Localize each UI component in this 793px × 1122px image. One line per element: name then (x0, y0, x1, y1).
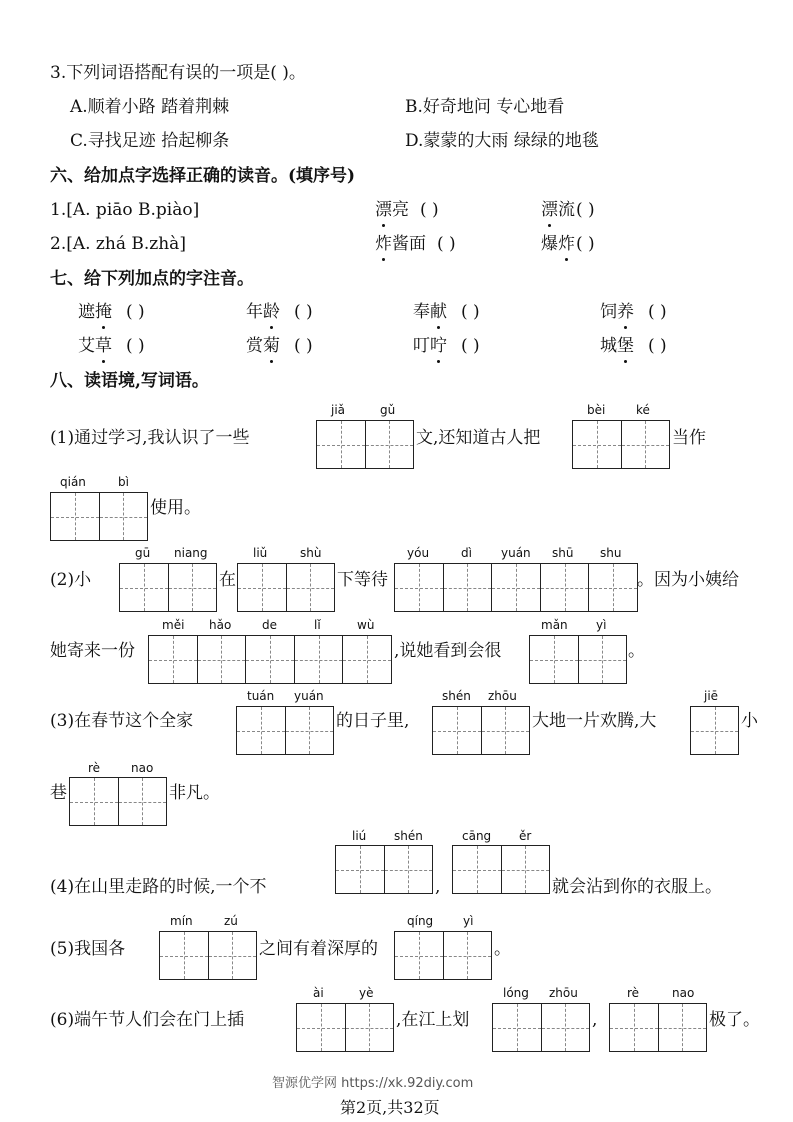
p2-pinyin-5a: mǎn (541, 618, 568, 632)
p2-answer-box-5[interactable] (529, 635, 627, 684)
p2-pinyin-3e: shu (600, 546, 622, 560)
q3-stem: 3.下列词语搭配有误的一项是( )。 (50, 63, 306, 83)
sec7-item-6: 赏菊 ( ) (246, 336, 313, 356)
sec7-item-5: 艾草 ( ) (78, 336, 145, 356)
sec7-item-1: 遮掩 ( ) (78, 302, 145, 322)
p3-answer-box-1[interactable] (236, 706, 334, 755)
p2-pinyin-3b: dì (461, 546, 472, 560)
p2-text-b: 在 (219, 570, 236, 590)
p5-pinyin-1b: zú (224, 914, 238, 928)
p3-pinyin-2b: zhōu (488, 689, 517, 703)
sec7-blank-7[interactable]: ( ) (461, 336, 480, 356)
p1-text-c: 当作 (672, 428, 706, 448)
p1-answer-box-3[interactable] (50, 492, 148, 541)
p3-answer-box-2[interactable] (432, 706, 530, 755)
p6-answer-box-3[interactable] (609, 1003, 707, 1052)
p1-pinyin-1b: gǔ (380, 403, 396, 417)
sec7-item-7: 叮咛 ( ) (413, 336, 480, 356)
p1-pinyin-2b: ké (636, 403, 650, 417)
p3-answer-box-3[interactable] (690, 706, 739, 755)
p5-answer-box-2[interactable] (394, 931, 492, 980)
p6-text-b: ,在江上划 (396, 1010, 470, 1030)
q3-option-d[interactable]: D.蒙蒙的大雨 绿绿的地毯 (405, 131, 599, 151)
p6-pinyin-2b: zhōu (549, 986, 578, 1000)
p3-text-d: 小 (741, 711, 758, 731)
p6-pinyin-1a: ài (313, 986, 324, 1000)
p5-text-a: (5)我国各 (50, 939, 126, 959)
sec6-row1-word2: 漂流 (541, 200, 575, 220)
p2-pinyin-1a: gū (135, 546, 151, 560)
p2-text-a: (2)小 (50, 570, 92, 590)
sec7-item-4: 饲养 ( ) (600, 302, 667, 322)
p5-text-c: 。 (494, 939, 511, 959)
sec7-blank-2[interactable]: ( ) (294, 302, 313, 322)
p4-text-c: 就会沾到你的衣服上。 (552, 877, 722, 897)
sec7-item-2: 年龄 ( ) (246, 302, 313, 322)
p2-pinyin-2a: liǔ (253, 546, 268, 560)
p4-text-b: , (435, 877, 441, 897)
sec6-row1-options: 1.[A. piāo B.piào] (50, 200, 200, 220)
p1-pinyin-3b: bì (118, 475, 129, 489)
p6-text-c: , (592, 1010, 598, 1030)
p1-pinyin-3a: qián (60, 475, 86, 489)
p2-pinyin-3d: shū (552, 546, 574, 560)
p2-text-d: 。因为小姨给 (637, 570, 739, 590)
sec6-row2-options: 2.[A. zhá B.zhà] (50, 234, 186, 254)
q3-option-b[interactable]: B.好奇地问 专心地看 (405, 97, 565, 117)
sec6-row1-blank1[interactable]: ( ) (420, 200, 439, 220)
p4-pinyin-1b: shén (394, 829, 423, 843)
p3-pinyin-1b: yuán (294, 689, 324, 703)
p1-answer-box-2[interactable] (572, 420, 670, 469)
p2-pinyin-1b: niang (174, 546, 208, 560)
p2-answer-box-4[interactable] (148, 635, 392, 684)
p3-text-f: 非凡。 (169, 783, 220, 803)
p6-text-d: 极了。 (709, 1010, 760, 1030)
p2-text-c: 下等待 (337, 570, 388, 590)
sec7-blank-4[interactable]: ( ) (648, 302, 667, 322)
p3-pinyin-2a: shén (442, 689, 471, 703)
p4-pinyin-2a: cāng (462, 829, 492, 843)
p3-text-a: (3)在春节这个全家 (50, 711, 194, 731)
q3-option-a[interactable]: A.顺着小路 踏着荆棘 (70, 97, 230, 117)
p2-answer-box-2[interactable] (237, 563, 335, 612)
p2-pinyin-5b: yì (596, 618, 607, 632)
p6-pinyin-2a: lóng (503, 986, 529, 1000)
p4-answer-box-1[interactable] (335, 845, 433, 894)
p2-pinyin-4a: měi (162, 618, 185, 632)
section-7-title: 七、给下列加点的字注音。 (50, 269, 254, 289)
p4-pinyin-2b: ěr (519, 829, 532, 843)
section-6-title: 六、给加点字选择正确的读音。(填序号) (50, 166, 356, 186)
section-8-title: 八、读语境,写词语。 (50, 371, 209, 391)
p5-pinyin-1a: mín (170, 914, 193, 928)
page-number: 第2页,共32页 (340, 1098, 440, 1117)
p3-pinyin-1a: tuán (247, 689, 275, 703)
p2-text-f: ,说她看到会很 (394, 641, 502, 661)
sec6-row2-blank2[interactable]: ( ) (576, 234, 595, 254)
q3-option-c[interactable]: C.寻找足迹 拾起柳条 (70, 131, 230, 151)
sec6-row2-blank1[interactable]: ( ) (437, 234, 456, 254)
p3-pinyin-3a: jiē (704, 689, 719, 703)
p6-pinyin-3a: rè (627, 986, 640, 1000)
p4-answer-box-2[interactable] (452, 845, 550, 894)
p5-pinyin-2b: yì (463, 914, 474, 928)
sec6-row2-word1: 炸酱面 (375, 234, 426, 254)
sec6-row1-word1: 漂亮 (375, 200, 409, 220)
p2-pinyin-3a: yóu (407, 546, 430, 560)
p5-text-b: 之间有着深厚的 (259, 939, 378, 959)
p1-text-a: (1)通过学习,我认识了一些 (50, 428, 250, 448)
p2-text-e: 她寄来一份 (50, 641, 135, 661)
p2-pinyin-4b: hǎo (209, 618, 232, 632)
sec6-row2-word2: 爆炸 (541, 234, 575, 254)
sec7-item-3: 奉献 ( ) (413, 302, 480, 322)
p4-text-a: (4)在山里走路的时候,一个不 (50, 877, 267, 897)
p1-pinyin-2a: bèi (587, 403, 606, 417)
p3-answer-box-4[interactable] (69, 777, 167, 826)
p3-text-b: 的日子里, (336, 711, 410, 731)
sec7-blank-3[interactable]: ( ) (461, 302, 480, 322)
p1-text-b: 文,还知道古人把 (416, 428, 541, 448)
p4-pinyin-1a: liú (352, 829, 367, 843)
p2-text-g: 。 (628, 641, 645, 661)
sec7-item-8: 城堡 ( ) (600, 336, 667, 356)
sec7-blank-8[interactable]: ( ) (648, 336, 667, 356)
p5-answer-box-1[interactable] (159, 931, 257, 980)
sec7-blank-6[interactable]: ( ) (294, 336, 313, 356)
p1-pinyin-1a: jiǎ (331, 403, 346, 417)
p2-pinyin-3c: yuán (501, 546, 531, 560)
p2-pinyin-2b: shù (300, 546, 322, 560)
p2-pinyin-4e: wù (357, 618, 375, 632)
sec7-blank-5[interactable]: ( ) (126, 336, 145, 356)
p3-pinyin-4b: nao (131, 761, 154, 775)
p3-text-c: 大地一片欢腾,大 (532, 711, 657, 731)
sec6-row1-blank2[interactable]: ( ) (576, 200, 595, 220)
p6-text-a: (6)端午节人们会在门上插 (50, 1010, 245, 1030)
p3-text-e: 巷 (50, 783, 67, 803)
p2-answer-box-3[interactable] (394, 563, 638, 612)
p2-pinyin-4d: lǐ (314, 618, 321, 632)
p1-answer-box-1[interactable] (316, 420, 414, 469)
p5-pinyin-2a: qíng (407, 914, 434, 928)
p6-pinyin-1b: yè (359, 986, 374, 1000)
p2-answer-box-1[interactable] (119, 563, 217, 612)
p2-pinyin-4c: de (262, 618, 277, 632)
p1-text-d: 使用。 (150, 498, 201, 518)
footer-watermark: 智源优学网 https://xk.92diy.com (272, 1076, 474, 1091)
p6-answer-box-1[interactable] (296, 1003, 394, 1052)
p6-pinyin-3b: nao (672, 986, 695, 1000)
p3-pinyin-4a: rè (88, 761, 101, 775)
p6-answer-box-2[interactable] (492, 1003, 590, 1052)
sec7-blank-1[interactable]: ( ) (126, 302, 145, 322)
